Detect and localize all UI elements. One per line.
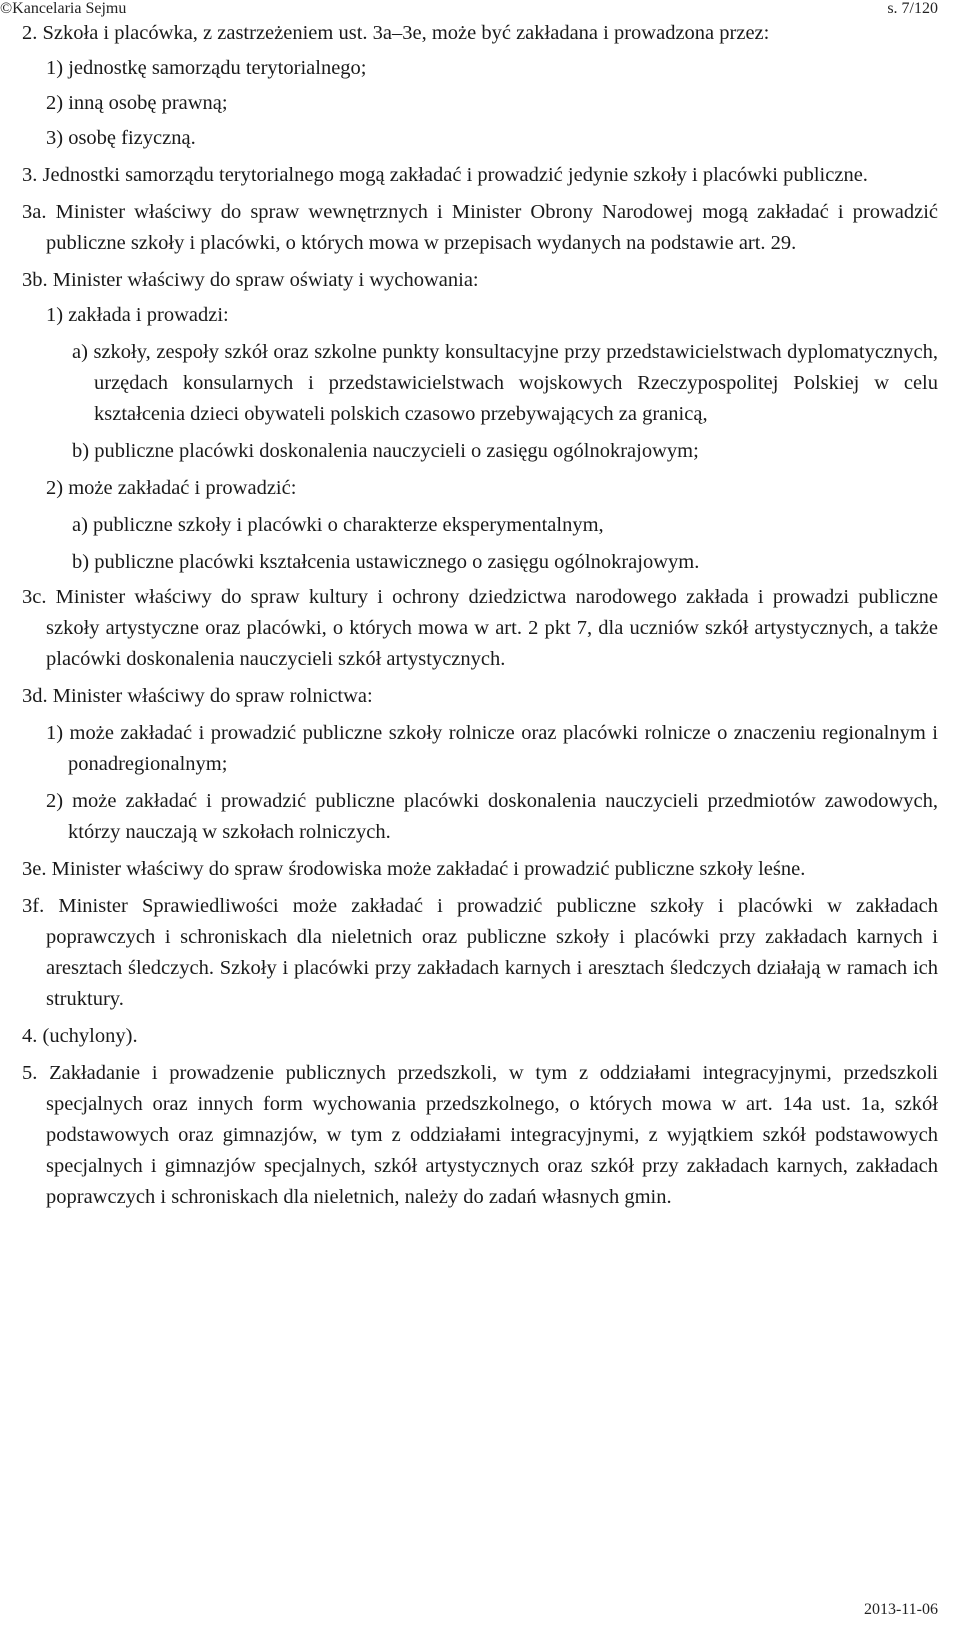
paragraph-3: 3. Jednostki samorządu terytorialnego mogą zakładać i prowadzić jedynie szkoły i placówki publiczne. [22,164,868,186]
paragraph-2: 2. Szkoła i placówka, z zastrzeżeniem ust. 3a–3e, może być zakładana i prowadzona przez: [22,22,770,44]
paragraph-2-item-2: 2) inną osobę prawną; [46,92,228,114]
paragraph-2-item-1: 1) jednostkę samorządu terytorialnego; [46,57,367,79]
paragraph-3b-item-1: 1) zakłada i prowadzi: [46,304,229,326]
paragraph-3b-item-2a: a) publiczne szkoły i placówki o charakterze eksperymentalnym, [72,514,604,536]
paragraph-4: 4. (uchylony). [22,1025,138,1047]
page-number: s. 7/120 [887,0,938,17]
paragraph-3b-item-2: 2) może zakładać i prowadzić: [46,477,297,499]
paragraph-3b-item-2b: b) publiczne placówki kształcenia ustawicznego o zasięgu ogólnokrajowym. [72,551,700,573]
paragraph-2-item-3: 3) osobę fizyczną. [46,127,196,149]
paragraph-3b-item-1b: b) publiczne placówki doskonalenia nauczycieli o zasięgu ogólnokrajowym; [72,440,699,462]
paragraph-3b: 3b. Minister właściwy do spraw oświaty i wychowania: [22,269,479,291]
paragraph-3d-item-2: 2) może zakładać i prowadzić publiczne placówki doskonalenia nauczycieli przedmiotów zawodowych, którzy nauczają w szkołach rolniczych. [46,790,938,843]
paragraph-3e: 3e. Minister właściwy do spraw środowiska może zakładać i prowadzić publiczne szkoły leśne. [22,858,806,880]
paragraph-3f: 3f. Minister Sprawiedliwości może zakładać i prowadzić publiczne szkoły i placówki w zakładach poprawczych i schroniskach dla nieletnich oraz publiczne szkoły i placówki przy zakładach karnych i aresztach śledczych. Szkoły i placówki przy zakładach karnych i aresztach śledczych działają w ramach ich struktury. [22,895,938,1010]
paragraph-3c: 3c. Minister właściwy do spraw kultury i ochrony dziedzictwa narodowego zakłada i prowadzi publiczne szkoły artystyczne oraz placówki, o których mowa w art. 2 pkt 7, dla uczniów szkół artystycznych, a także placówki doskonalenia nauczycieli szkół artystycznych. [22,586,938,670]
paragraph-5: 5. Zakładanie i prowadzenie publicznych przedszkoli, w tym z oddziałami integracyjnymi, przedszkoli specjalnych oraz innych form wychowania przedszkolnego, o których mowa w art. 14a ust. 1a, szkół podstawowych oraz gimnazjów, w tym z oddziałami integracyjnymi, z wyjątkiem szkół podstawowych specjalnych i gimnazjów specjalnych, szkół artystycznych oraz szkół przy zakładach karnych, zakładach poprawczych i schroniskach dla nieletnich, należy do zadań własnych gmin. [22,1062,938,1208]
paragraph-3a: 3a. Minister właściwy do spraw wewnętrznych i Minister Obrony Narodowej mogą zakładać i prowadzić publiczne szkoły i placówki, o których mowa w przepisach wydanych na podstawie art. 29. [22,201,938,254]
paragraph-3b-item-1a: a) szkoły, zespoły szkół oraz szkolne punkty konsultacyjne przy przedstawicielstwach dyplomatycznych, urzędach konsularnych i przedstawicielstwach wojskowych Rzeczypospolitej Polskiej w celu kształcenia dzieci obywateli polskich czasowo przebywających za granicą, [72,341,938,425]
header-publisher: ©Kancelaria Sejmu [0,0,127,17]
document-date: 2013-11-06 [863,1601,938,1618]
document-body [0,18,938,1213]
paragraph-3d: 3d. Minister właściwy do spraw rolnictwa: [22,685,373,707]
paragraph-3d-item-1: 1) może zakładać i prowadzić publiczne szkoły rolnicze oraz placówki rolnicze o znaczeniu regionalnym i ponadregionalnym; [46,722,938,775]
